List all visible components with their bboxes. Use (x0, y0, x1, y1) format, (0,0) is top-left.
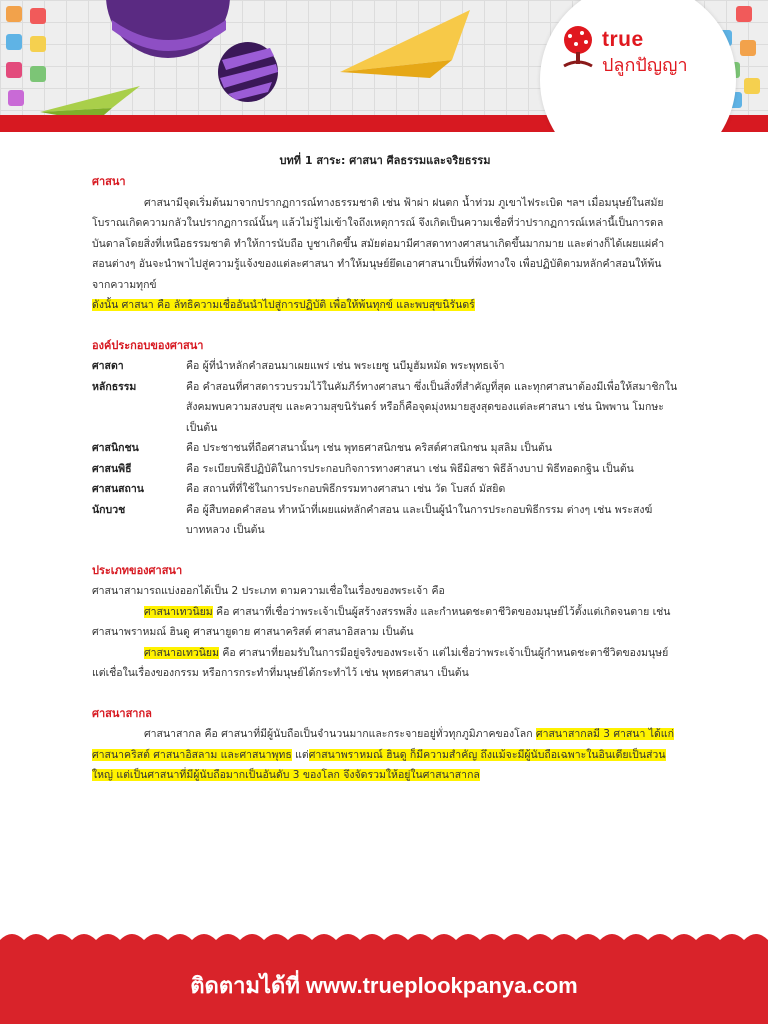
type-theism-desc: คือ ศาสนาที่เชื่อว่าพระเจ้าเป็นผู้สร้างสรรพสิ่ง และกำหนดชะตาชีวิตของมนุษย์ไว้ตั้งแต่เกิดจนตาย เช่น ศาสนาพราหมณ์ ฮินดู ศาสนายูดาย ศาสนาคริสต์ ศาสนาอิสลาม เป็นต้น (92, 605, 671, 638)
term-label: หลักธรรม (92, 380, 137, 393)
world-religions-conj: แต่ (291, 748, 309, 761)
term-row (92, 438, 678, 459)
term-row (92, 500, 678, 541)
footer-link[interactable]: ติดตามได้ที่ www.trueplookpanya.com (190, 973, 578, 998)
term-row (92, 377, 678, 439)
types-intro: ศาสนาสามารถแบ่งออกได้เป็น 2 ประเภท ตามความเชื่อในเรื่องของพระเจ้า คือ (92, 585, 445, 597)
page-header (0, 0, 768, 132)
world-religions-paragraph (92, 724, 678, 786)
term-description: คือ คำสอนที่ศาสดารวบรวมไว้ในคัมภีร์ทางศาสนา ซึ่งเป็นสิ่งที่สำคัญที่สุด และทุกศาสนาต้องมีเพื่อให้สมาชิกในสังคมพบความสงบสุข และความสุขนิรันดร์ หรือก็คือจุดมุ่งหมายสูงสุดของแต่ละศาสนา เช่น นิพพาน โมกษะ เป็นต้น (186, 380, 678, 434)
type-theism-paragraph (92, 602, 678, 643)
term-row (92, 356, 678, 377)
term-label: ศาสนสถาน (92, 483, 144, 495)
section-heading-types: ประเภทของศาสนา (92, 563, 183, 577)
section-religion-body: ศาสนามีจุดเริ่มต้นมาจากปรากฏการณ์ทางธรรมชาติ เช่น ฟ้าผ่า ฝนตก น้ำท่วม ภูเขาไฟระเบิด ฯลฯ เมื่อมนุษย์ในสมัยโบราณเกิดความกลัวในปรากฏการณ์นั้นๆ แล้วไม่รู้ไม่เข้าใจถึงเหตุการณ์ จึงเกิดเป็นความเชื่อที่ว่าปรากฏการณ์เหล่านี้เป็นการดลบันดาลโดยสิ่งที่เหนือธรรมชาติ ทำให้การนับถือ บูชาเกิดขึ้น สมัยต่อมามีศาสดาทางศาสนาเกิดขึ้นมากมาย และต่างก็ได้เผยแผ่คำสอนต่างๆ อันจะนำพาไปสู่ความรู้แจ้งของแต่ละศาสนา ทำให้มนุษย์ยึดเอาศาสนาเป็นที่พึ่งทางใจ เพื่อปฏิบัติตามหลักคำสอนให้พ้นจากความทุกข์ (92, 196, 665, 291)
type-atheism-desc: คือ ศาสนาที่ยอมรับในการมีอยู่จริงของพระเจ้า แต่ไม่เชื่อว่าพระเจ้าเป็นผู้กำหนดชะตาชีวิตของมนุษย์แต่เชื่อในเรื่องของกรรม หรือการกระทำที่มนุษย์ได้กระทำไว้ เช่น พุทธศาสนา เป็นต้น (92, 646, 669, 679)
term-row (92, 459, 678, 480)
term-description: คือ ประชาชนที่ถือศาสนานั้นๆ เช่น พุทธศาสนิกชน คริสต์ศาสนิกชน มุสลิม เป็นต้น (186, 442, 553, 454)
term-row (92, 479, 678, 500)
term-description: คือ ผู้ที่นำหลักคำสอนมาเผยแพร่ เช่น พระเยซู นบีมูฮัมหมัด พระพุทธเจ้า (186, 360, 505, 372)
term-label: นักบวช (92, 503, 126, 516)
term-label: ศาสดา (92, 360, 124, 372)
type-atheism-paragraph (92, 643, 678, 684)
term-description: คือ ระเบียบพิธีปฏิบัติในการประกอบกิจการทางศาสนา เช่น พิธีมิสซา พิธีล้างบาป พิธีทอดกฐิน เป็นต้น (186, 462, 634, 475)
tree-logo-icon (558, 24, 598, 72)
world-religions-hindu: ศาสนาพราหมณ์ ฮินดู ก็มีความสำคัญ ถึงแม้จะมีผู้นับถือเฉพาะในอินเดียเป็นส่วนใหญ่ แต่เป็นศาสนาที่มีผู้นับถือมากเป็นอันดับ 3 ของโลก จึงจัดรวมให้อยู่ในศาสนาสากล (92, 748, 666, 781)
world-religions-def: ศาสนาสากล คือ ศาสนาที่มีผู้นับถือเป็นจำนวนมากและกระจายอยู่ทั่วทุกภูมิภาคของโลก (144, 728, 536, 740)
brand-name: true (602, 28, 644, 51)
type-theism-term: ศาสนาเทวนิยม (144, 605, 213, 618)
page-title: บทที่ 1 สาระ: ศาสนา ศีลธรรมและจริยธรรม (279, 154, 491, 167)
term-label: ศาสนพิธี (92, 462, 132, 475)
section-heading-components: องค์ประกอบของศาสนา (92, 338, 204, 352)
term-description: คือ ผู้สืบทอดคำสอน ทำหน้าที่เผยแผ่หลักคำสอน และเป็นผู้นำในการประกอบพิธีกรรม ต่างๆ เช่น พระสงฆ์ บาทหลวง เป็นต้น (186, 503, 653, 536)
brand-subname: ปลูกปัญญา (602, 55, 688, 75)
world-religions-list: ศาสนาสากลมี 3 ศาสนา ได้แก่ ศาสนาคริสต์ ศาสนาอิสลาม และศาสนาพุทธ (92, 728, 674, 761)
type-atheism-term: ศาสนาอเทวนิยม (144, 646, 220, 659)
term-description: คือ สถานที่ที่ใช้ในการประกอบพิธีกรรมทางศาสนา เช่น วัด โบสถ์ มัสยิด (186, 483, 506, 495)
document-body (92, 150, 678, 786)
highlighted-summary: ดังนั้น ศาสนา คือ ลัทธิความเชื่ออันนำไปสู่การปฏิบัติ เพื่อให้พ้นทุกข์ และพบสุขนิรันดร์ (92, 299, 475, 311)
section-heading-religion: ศาสนา (92, 175, 126, 188)
term-label: ศาสนิกชน (92, 442, 139, 454)
section-heading-world-religions: ศาสนาสากล (92, 706, 152, 720)
